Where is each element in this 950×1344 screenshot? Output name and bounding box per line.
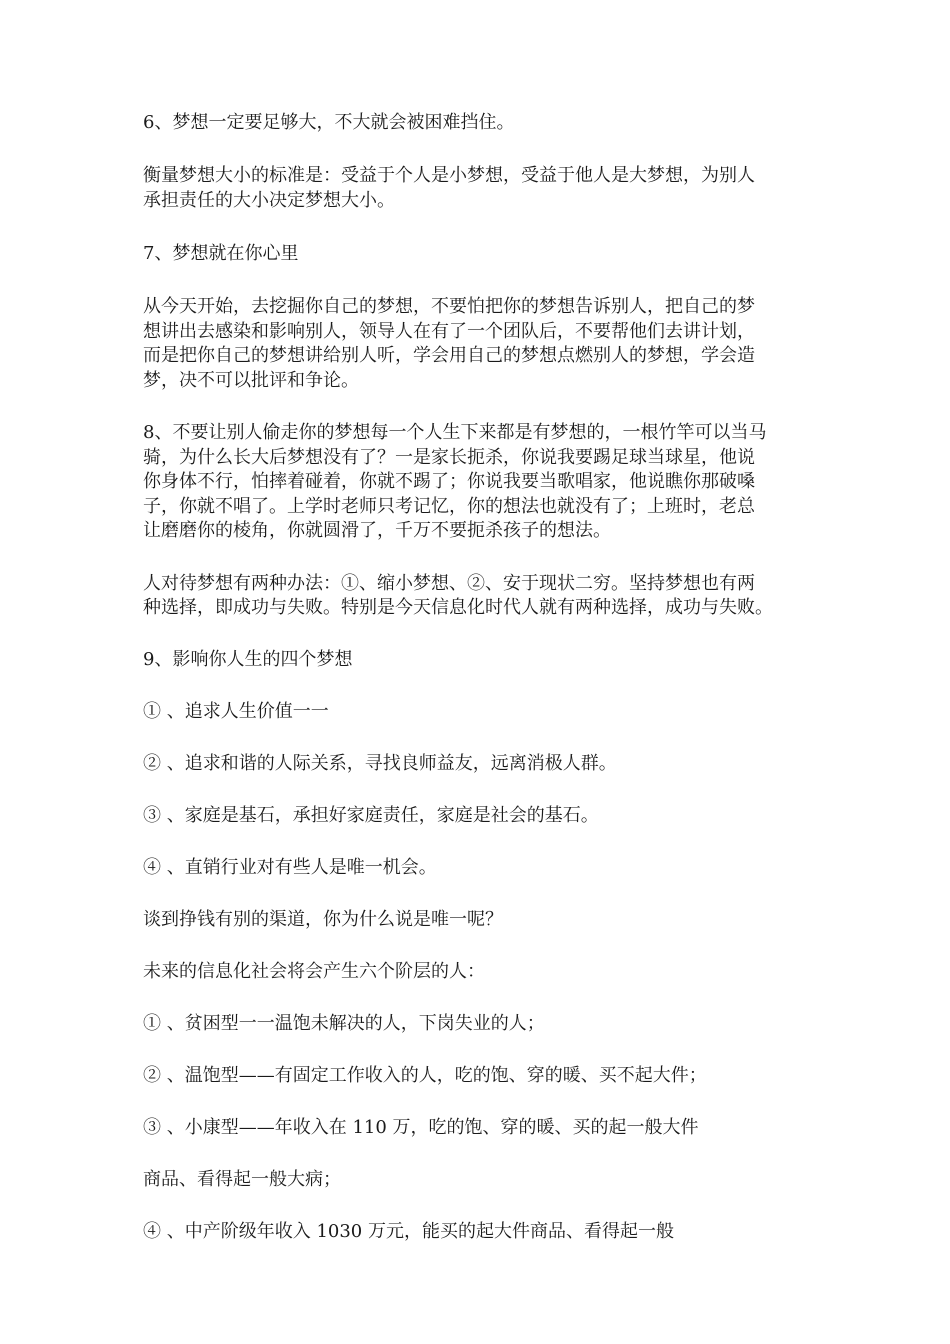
text-line: 种选择，即成功与失败。特别是今天信息化时代人就有两种选择，成功与失败。 <box>143 597 773 618</box>
text-line: 7、梦想就在你心里 <box>143 243 299 264</box>
paragraph <box>143 1115 813 1141</box>
text-line: 从今天开始，去挖掘你自己的梦想，不要怕把你的梦想告诉别人，把自己的梦 <box>143 296 755 317</box>
text-line: 6、梦想一定要足够大，不大就会被困难挡住。 <box>143 112 515 133</box>
paragraph <box>143 421 813 544</box>
text-line: 衡量梦想大小的标准是：受益于个人是小梦想，受益于他人是大梦想，为别人 <box>143 165 755 186</box>
text-line: 而是把你自己的梦想讲给别人听，学会用自己的梦想点燃别人的梦想，学会造 <box>143 345 755 366</box>
text-line: 骑，为什么长大后梦想没有了？一是家长扼杀，你说我要踢足球当球星，他说 <box>143 446 755 468</box>
paragraph <box>143 241 813 267</box>
paragraph <box>143 1063 813 1089</box>
paragraph <box>143 1011 813 1037</box>
paragraph <box>143 751 813 777</box>
paragraph <box>143 1167 813 1193</box>
paragraph <box>143 855 813 881</box>
paragraph <box>143 295 813 393</box>
text-line: 谈到挣钱有别的渠道，你为什么说是唯一呢？ <box>143 908 503 930</box>
text-line: 子，你就不唱了。上学时老师只考记忆，你的想法也就没有了；上班时，老总 <box>143 495 755 517</box>
text-line: 承担责任的大小决定梦想大小。 <box>143 189 395 211</box>
paragraph <box>143 110 813 136</box>
text-line: 商品、看得起一般大病； <box>143 1168 341 1190</box>
text-line: 梦，决不可以批评和争论。 <box>143 369 359 391</box>
text-line: 9、影响你人生的四个梦想 <box>143 648 353 670</box>
text-line: 你身体不行，怕摔着碰着，你就不踢了；你说我要当歌唱家，他说瞧你那破嗓 <box>143 471 755 492</box>
text-line: 未来的信息化社会将会产生六个阶层的人： <box>143 960 485 982</box>
paragraph <box>143 699 813 725</box>
paragraph <box>143 907 813 933</box>
text-line: 想讲出去感染和影响别人，领导人在有了一个团队后，不要帮他们去讲计划， <box>143 320 755 342</box>
paragraph <box>143 647 813 673</box>
text-line: ④ 、中产阶级年收入 1030 万元，能买的起大件商品、看得起一般 <box>143 1220 674 1242</box>
document-body <box>143 110 813 1269</box>
text-line: ② 、追求和谐的人际关系，寻找良师益友，远离消极人群。 <box>143 752 617 774</box>
text-line: 人对待梦想有两种办法：①、缩小梦想、②、安于现状二穷。坚持梦想也有两 <box>143 572 755 594</box>
text-line: 8、不要让别人偷走你的梦想每一个人生下来都是有梦想的，一根竹竿可以当马 <box>143 422 767 443</box>
text-line: 让磨磨你的棱角，你就圆滑了，千万不要扼杀孩子的想法。 <box>143 520 611 541</box>
text-line: ① 、贫困型一一温饱未解决的人，下岗失业的人； <box>143 1012 545 1034</box>
text-line: ③ 、小康型——年收入在 110 万，吃的饱、穿的暖、买的起一般大件 <box>143 1116 699 1138</box>
text-line: ① 、追求人生价值一一 <box>143 700 329 722</box>
paragraph <box>143 164 813 213</box>
paragraph <box>143 1219 813 1245</box>
text-line: ③ 、家庭是基石，承担好家庭责任，家庭是社会的基石。 <box>143 804 599 826</box>
paragraph <box>143 803 813 829</box>
paragraph <box>143 572 813 621</box>
text-line: ② 、温饱型——有固定工作收入的人，吃的饱、穿的暖、买不起大件； <box>143 1064 707 1086</box>
paragraph <box>143 959 813 985</box>
text-line: ④ 、直销行业对有些人是唯一机会。 <box>143 856 437 878</box>
